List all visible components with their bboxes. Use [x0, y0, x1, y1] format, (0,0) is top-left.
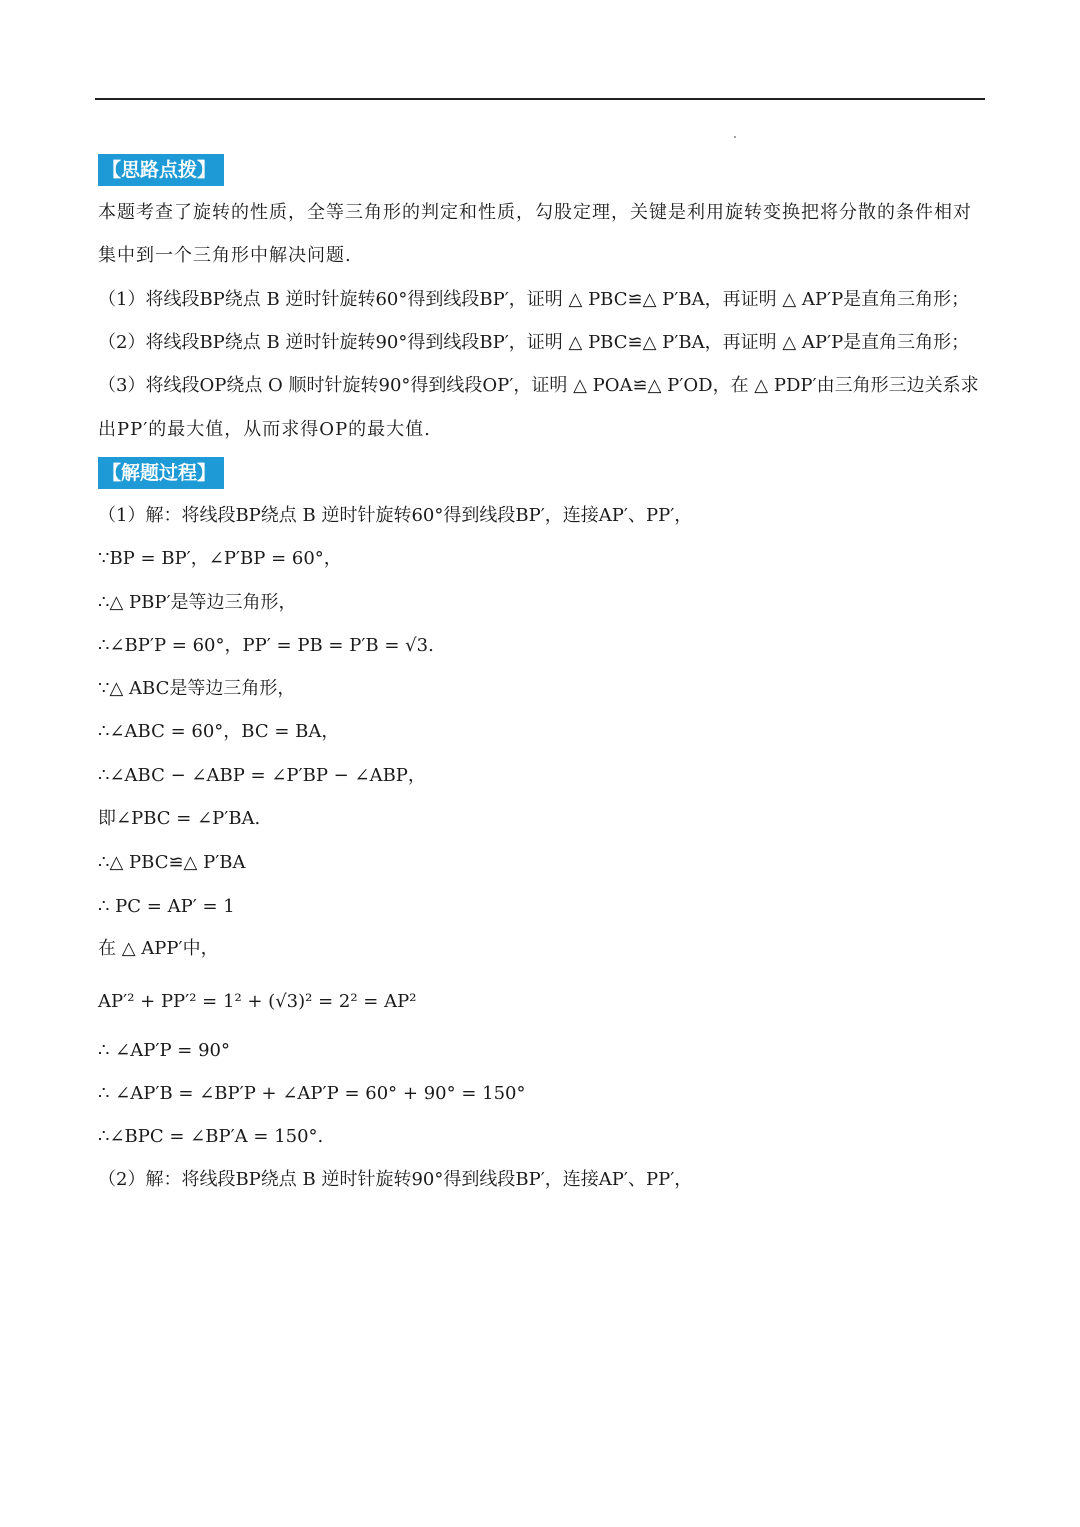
hint-line: （1）将线段BP绕点 B 逆时针旋转60°得到线段BP′，证明 △ PBC≌△ P′BA，再证明 △ AP′P是直角三角形；: [98, 289, 970, 310]
solution-line: ∴∠BPC = ∠BP′A = 150°.: [98, 1126, 324, 1147]
solution-line: ∴∠ABC = 60°，BC = BA，: [98, 721, 340, 742]
solution-line: 即∠PBC = ∠P′BA.: [98, 808, 261, 829]
hint-line: 本题考查了旋转的性质，全等三角形的判定和性质，勾股定理，关键是利用旋转变换把将分散的条件相对: [98, 202, 972, 223]
solution-line: ∴∠BP′P = 60°，PP′ = PB = P′B = √3.: [98, 635, 434, 656]
hint-line: 出PP′的最大值，从而求得OP的最大值.: [98, 419, 431, 440]
solution-line: 在 △ APP′中，: [98, 938, 219, 959]
solution-line: ∵BP = BP′，∠P′BP = 60°，: [98, 548, 342, 569]
solution-line: ∴ ∠AP′P = 90°: [98, 1040, 230, 1061]
scan-speck: [734, 136, 736, 138]
solution-line: ∴△ PBP′是等边三角形，: [98, 592, 297, 613]
header-rule: [95, 98, 985, 100]
solution-line: ∵△ ABC是等边三角形，: [98, 678, 296, 699]
solution-line: ∴ PC = AP′ = 1: [98, 896, 235, 917]
hint-line: （2）将线段BP绕点 B 逆时针旋转90°得到线段BP′，证明 △ PBC≌△ P′BA，再证明 △ AP′P是直角三角形；: [98, 332, 970, 353]
solution-section-tag: 【解题过程】: [98, 457, 224, 489]
solution-line: ∴∠ABC − ∠ABP = ∠P′BP − ∠ABP，: [98, 765, 426, 786]
solution-line: （2）解：将线段BP绕点 B 逆时针旋转90°得到线段BP′，连接AP′、PP′，: [98, 1169, 693, 1190]
solution-line: ∴ ∠AP′B = ∠BP′P + ∠AP′P = 60° + 90° = 150°: [98, 1083, 526, 1104]
hint-line: 集中到一个三角形中解决问题.: [98, 245, 352, 266]
solution-line: ∴△ PBC≌△ P′BA: [98, 852, 246, 873]
hint-section-tag: 【思路点拨】: [98, 154, 224, 186]
solution-line: （1）解：将线段BP绕点 B 逆时针旋转60°得到线段BP′，连接AP′、PP′，: [98, 505, 693, 526]
solution-equation: AP′² + PP′² = 1² + (√3)² = 2² = AP²: [98, 991, 417, 1012]
hint-line: （3）将线段OP绕点 O 顺时针旋转90°得到线段OP′，证明 △ POA≌△ P′OD，在 △ PDP′由三角形三边关系求: [98, 375, 979, 396]
